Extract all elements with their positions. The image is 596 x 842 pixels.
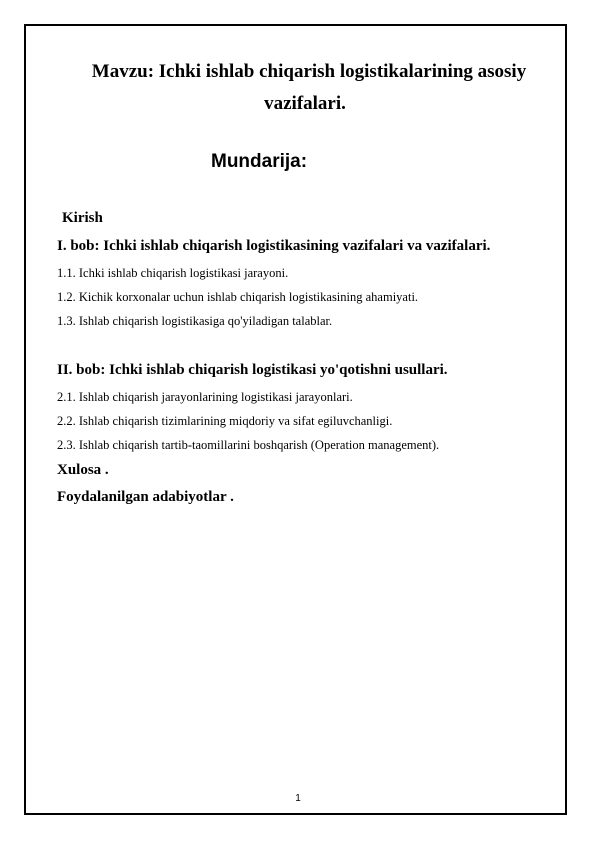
- toc-section-2-2: 2.2. Ishlab chiqarish tizimlarining miqdoriy va sifat egiluvchanligi.: [57, 414, 393, 428]
- document-title-line-1: Mavzu: Ichki ishlab chiqarish logistikalarining asosiy: [91, 61, 527, 82]
- toc-section-2-1: 2.1. Ishlab chiqarish jarayonlarining logistikasi jarayonlari.: [57, 390, 353, 404]
- page-number: 1: [295, 793, 301, 804]
- toc-section-1-3: 1.3. Ishlab chiqarish logistikasiga qo'yiladigan talablar.: [57, 314, 333, 328]
- document-title-line-2: vazifalari.: [264, 93, 346, 114]
- toc-conclusion: Xulosa .: [57, 462, 109, 478]
- toc-heading: Mundarija:: [211, 151, 308, 172]
- toc-chapter-1-title: I. bob: Ichki ishlab chiqarish logistikasining vazifalari va vazifalari.: [57, 238, 491, 254]
- toc-references: Foydalanilgan adabiyotlar .: [57, 489, 234, 505]
- toc-section-1-1: 1.1. Ichki ishlab chiqarish logistikasi jarayoni.: [57, 266, 289, 280]
- toc-section-2-3: 2.3. Ishlab chiqarish tartib-taomillarini boshqarish (Operation management).: [57, 438, 440, 452]
- toc-intro: Kirish: [62, 210, 103, 226]
- toc-chapter-2-title: II. bob: Ichki ishlab chiqarish logistikasi yo'qotishni usullari.: [57, 362, 448, 378]
- toc-section-1-2: 1.2. Kichik korxonalar uchun ishlab chiqarish logistikasining ahamiyati.: [57, 290, 419, 304]
